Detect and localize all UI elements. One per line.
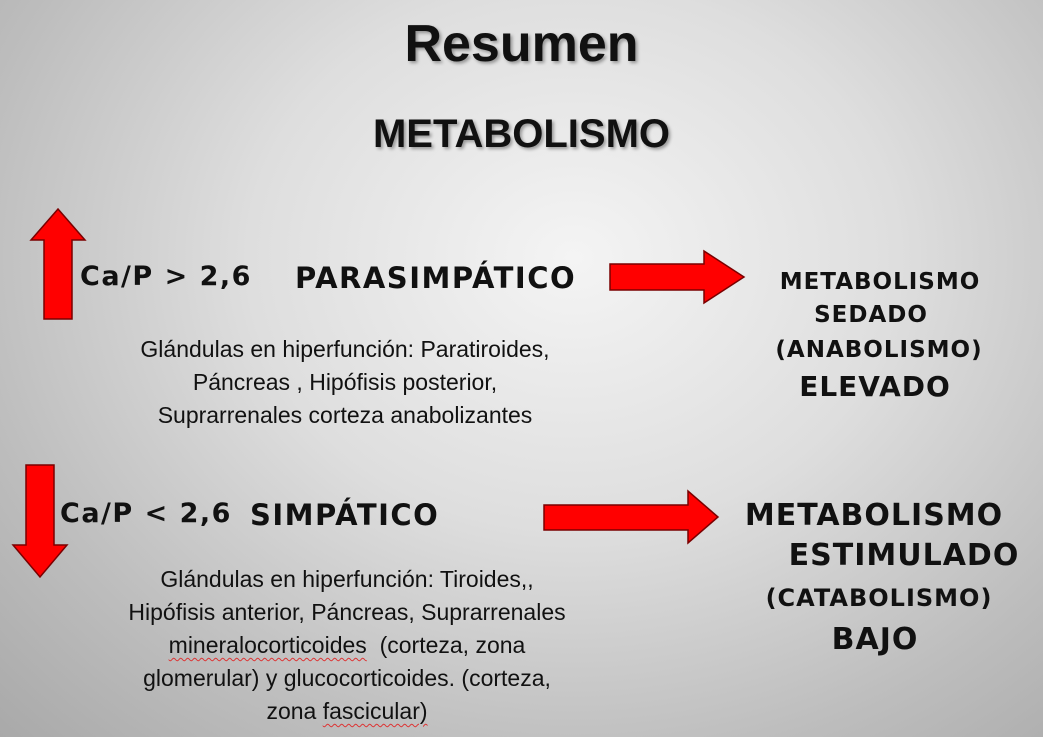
right-arrow-icon: [542, 489, 722, 547]
glands-term: (corteza, zona: [379, 632, 526, 658]
result-line: ELEVADO: [799, 370, 951, 403]
result-line: METABOLISMO: [744, 498, 1004, 533]
result-line: METABOLISMO: [779, 269, 981, 295]
glands-line: [92, 695, 602, 728]
glands-parasympathetic: [90, 333, 600, 432]
slide-subtitle: METABOLISMO: [372, 112, 670, 156]
glands-line: Hipófisis anterior, Páncreas, Suprarrenales: [128, 599, 566, 625]
result-parasympathetic: [770, 266, 990, 406]
result-sympathetic: [735, 496, 1025, 660]
right-arrow-icon: [608, 249, 748, 307]
glands-line: Suprarrenales corteza anabolizantes: [157, 402, 533, 428]
glands-line: Glándulas en hiperfunción: Tiroides,,: [160, 566, 534, 592]
glands-term: zona: [266, 698, 323, 724]
glands-line: Páncreas , Hipófisis posterior,: [192, 369, 498, 395]
ratio-sympathetic: Ca/P < 2,6: [60, 498, 232, 529]
result-line: SEDADO: [814, 302, 928, 328]
result-line: ESTIMULADO: [788, 538, 1020, 573]
slide-title: Resumen: [404, 15, 639, 73]
ratio-parasympathetic: Ca/P > 2,6: [80, 261, 252, 292]
result-line: (CATABOLISMO): [765, 584, 993, 612]
system-sympathetic: SIMPÁTICO: [250, 498, 440, 532]
result-line: BAJO: [831, 622, 919, 657]
glands-line: [92, 629, 602, 662]
glands-line: Glándulas en hiperfunción: Paratiroides,: [140, 336, 550, 362]
result-line: (ANABOLISMO): [775, 337, 983, 363]
up-arrow-icon: [28, 207, 88, 322]
glands-term: mineralocorticoides: [168, 632, 367, 658]
system-parasympathetic: PARASIMPÁTICO: [295, 261, 577, 295]
glands-term: fascicular): [322, 698, 428, 724]
glands-line: glomerular) y glucocorticoides. (corteza,: [143, 665, 551, 691]
glands-sympathetic: [92, 563, 602, 728]
